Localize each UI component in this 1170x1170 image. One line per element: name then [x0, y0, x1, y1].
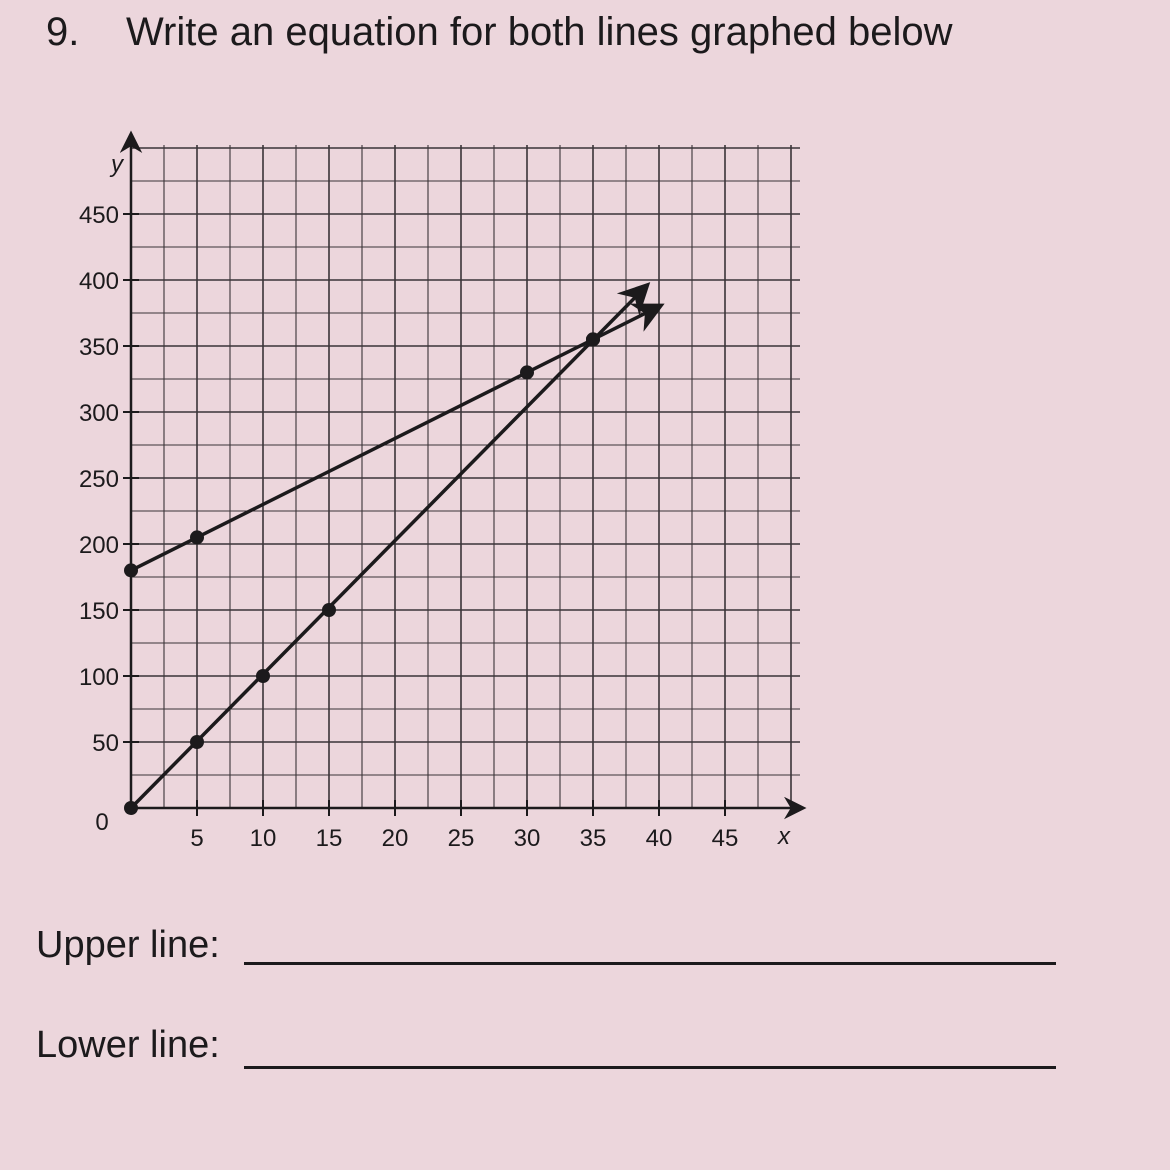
- x-tick-label: 20: [381, 825, 409, 852]
- y-axis-label: y: [111, 151, 123, 178]
- x-tick-label: 40: [645, 825, 673, 852]
- y-tick-label: 300: [78, 400, 119, 427]
- x-tick-label: 15: [315, 825, 343, 852]
- lower-line-label: Lower line:: [36, 1024, 220, 1066]
- origin-label: 0: [95, 809, 109, 836]
- y-tick-label: 200: [78, 532, 119, 559]
- y-tick-label: 50: [92, 730, 119, 757]
- x-tick-label: 45: [711, 825, 739, 852]
- x-tick-label: 30: [513, 825, 541, 852]
- question-number: 9.: [46, 10, 80, 54]
- upper-line-label: Upper line:: [36, 924, 220, 966]
- series-1-point: [190, 530, 204, 544]
- series-2-point: [124, 801, 138, 815]
- x-tick-label: 5: [190, 825, 204, 852]
- series-2-line: [131, 287, 646, 808]
- x-axis-label: x: [778, 823, 790, 850]
- x-tick-label: 35: [579, 825, 607, 852]
- series-1-point: [124, 563, 138, 577]
- question-prompt: Write an equation for both lines graphed below: [126, 10, 953, 54]
- y-tick-label: 400: [78, 268, 119, 295]
- y-tick-label: 100: [78, 664, 119, 691]
- series-2-point: [256, 669, 270, 683]
- lower-line-answer-blank[interactable]: [244, 1066, 1056, 1069]
- y-tick-label: 350: [78, 334, 119, 361]
- series-2-point: [586, 332, 600, 346]
- series-1-point: [520, 365, 534, 379]
- series-2-point: [322, 603, 336, 617]
- series-2-point: [190, 735, 204, 749]
- x-tick-label: 25: [447, 825, 475, 852]
- y-tick-label: 150: [78, 598, 119, 625]
- y-tick-label: 450: [78, 202, 119, 229]
- x-tick-label: 10: [249, 825, 277, 852]
- upper-line-answer-blank[interactable]: [244, 962, 1056, 965]
- y-tick-label: 250: [78, 466, 119, 493]
